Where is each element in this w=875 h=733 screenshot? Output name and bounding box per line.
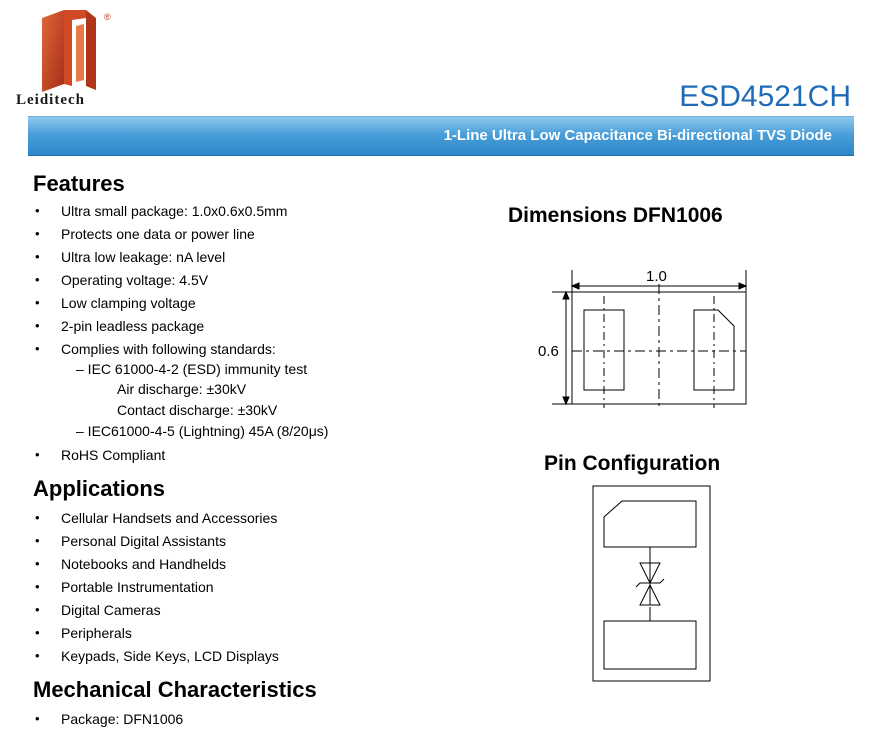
list-item: • Complies with following standards: <box>33 340 287 363</box>
height-dimension-label: 0.6 <box>538 343 559 360</box>
list-item: • Keypads, Side Keys, LCD Displays <box>33 647 279 670</box>
standard-lightning: – IEC61000-4-5 (Lightning) 45A (8/20μs) <box>76 423 329 439</box>
list-item: • Cellular Handsets and Accessories <box>33 509 279 532</box>
list-item: • Ultra small package: 1.0x0.6x0.5mm <box>33 202 287 225</box>
pin-config-diagram <box>592 485 712 683</box>
mechanical-heading: Mechanical Characteristics <box>33 677 317 702</box>
list-item: • Personal Digital Assistants <box>33 532 279 555</box>
list-item: • Protects one data or power line <box>33 225 287 248</box>
dimensions-drawing <box>528 262 758 412</box>
standard-esd: – IEC 61000-4-2 (ESD) immunity test <box>76 361 308 377</box>
standard-air-discharge: Air discharge: ±30kV <box>117 381 247 397</box>
list-item: • Low clamping voltage <box>33 294 287 317</box>
company-name: Leiditech <box>16 92 85 108</box>
part-number: ESD4521CH <box>679 80 851 113</box>
list-item: • Notebooks and Handhelds <box>33 555 279 578</box>
dimensions-title: Dimensions DFN1006 <box>508 204 723 227</box>
registered-mark: ® <box>104 12 111 22</box>
title-banner <box>28 116 854 156</box>
product-subtitle: 1-Line Ultra Low Capacitance Bi-directional TVS Diode <box>443 127 832 144</box>
standard-contact-discharge: Contact discharge: ±30kV <box>117 402 278 418</box>
list-item: • 2-pin leadless package <box>33 317 287 340</box>
pin-config-title: Pin Configuration <box>544 452 721 475</box>
features-list-end <box>33 446 165 469</box>
list-item: • Operating voltage: 4.5V <box>33 271 287 294</box>
list-item: • Package: DFN1006 <box>33 710 183 733</box>
list-item: • Ultra low leakage: nA level <box>33 248 287 271</box>
list-item: • Peripherals <box>33 624 279 647</box>
tvs-diode-symbol-icon <box>592 485 712 683</box>
features-list <box>33 202 287 363</box>
applications-heading: Applications <box>33 476 166 501</box>
width-dimension-label: 1.0 <box>646 268 667 285</box>
list-item: • Portable Instrumentation <box>33 578 279 601</box>
package-outline-diagram <box>528 262 758 412</box>
list-item: • Digital Cameras <box>33 601 279 624</box>
features-heading: Features <box>33 171 125 196</box>
list-item: • RoHS Compliant <box>33 446 165 469</box>
applications-list <box>33 509 279 670</box>
